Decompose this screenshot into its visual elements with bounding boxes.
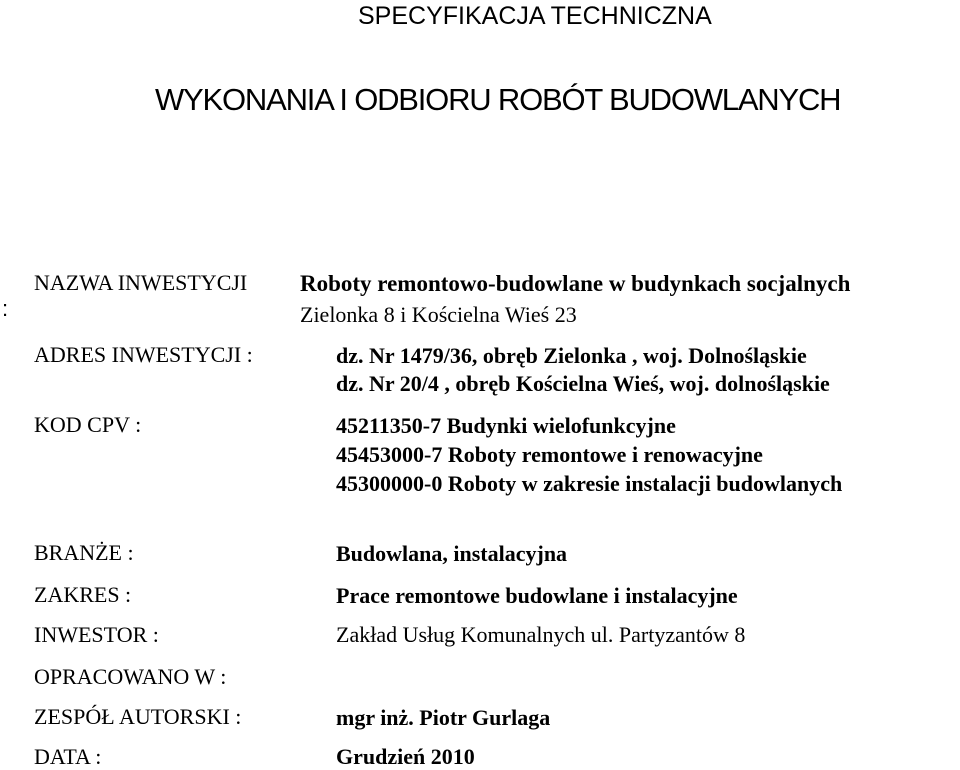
investment-name-label: NAZWA INWESTYCJI [34, 270, 248, 295]
investment-name-value-line1: Roboty remontowo-budowlane w budynkach socjalnych [300, 271, 851, 296]
branches-value: Budowlana, instalacyjna [336, 541, 568, 566]
scope-value: Prace remontowe budowlane i instalacyjne [336, 583, 738, 608]
date-value: Grudzień 2010 [336, 744, 475, 769]
investment-address-value-line1: dz. Nr 1479/36, obręb Zielonka , woj. Dolnośląskie [336, 343, 807, 368]
cpv-code-item: 45211350-7 Budynki wielofunkcyjne [336, 413, 676, 438]
stray-colon: : [2, 296, 9, 321]
investment-address-value-line2: dz. Nr 20/4 , obręb Kościelna Wieś, woj. dolnośląskie [336, 371, 830, 396]
investment-name-value-line2: Zielonka 8 i Kościelna Wieś 23 [300, 302, 577, 327]
scope-label: ZAKRES : [34, 582, 132, 607]
date-label: DATA : [34, 744, 102, 769]
document-subtitle: WYKONANIA I ODBIORU ROBÓT BUDOWLANYCH [155, 82, 841, 117]
prepared-in-label: OPRACOWANO W : [34, 664, 227, 689]
investor-value: Zakład Usług Komunalnych ul. Partyzantów 8 [336, 622, 746, 647]
branches-label: BRANŻE : [34, 540, 134, 565]
authors-label: ZESPÓŁ AUTORSKI : [34, 704, 242, 729]
cpv-code-item: 45300000-0 Roboty w zakresie instalacji budowlanych [336, 471, 843, 496]
investment-address-label: ADRES INWESTYCJI : [34, 342, 253, 367]
cpv-code-label: KOD CPV : [34, 412, 142, 437]
cpv-code-item: 45453000-7 Roboty remontowe i renowacyjne [336, 442, 763, 467]
authors-value: mgr inż. Piotr Gurlaga [336, 705, 551, 730]
document-title: SPECYFIKACJA TECHNICZNA [358, 2, 712, 30]
investor-label: INWESTOR : [34, 622, 159, 647]
